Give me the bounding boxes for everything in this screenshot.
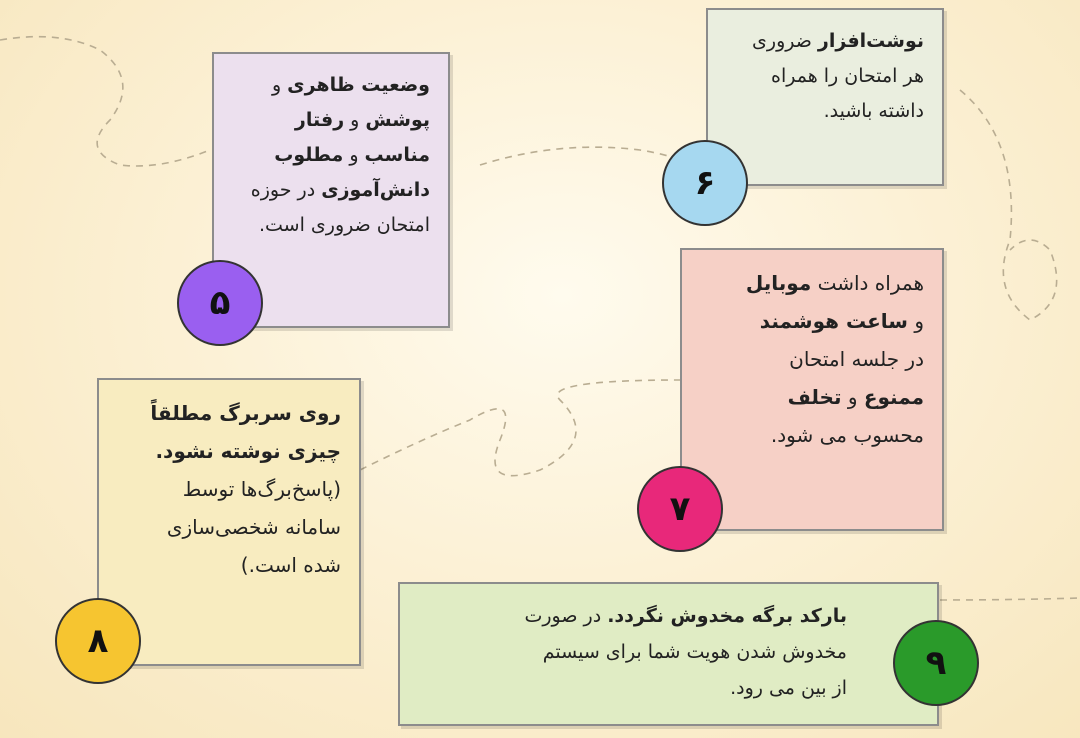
text: روی سربرگ مطلقاً (150, 401, 341, 425)
text: شده است.) (240, 553, 341, 577)
text: نوشت‌افزار (817, 30, 924, 52)
number-badge-8 (55, 598, 141, 684)
tip-box-7 (680, 248, 944, 531)
number: ۷ (669, 489, 691, 529)
text: محسوب می شود. (770, 423, 924, 447)
text: در صورت (524, 605, 608, 627)
number-badge-9 (893, 620, 979, 706)
number: ۹ (925, 643, 947, 683)
text: رفتار (294, 109, 345, 131)
text: مخدوش شدن هویت شما برای سیستم (542, 641, 847, 663)
tip-box-6 (706, 8, 944, 186)
text: بارکد برگه مخدوش نگردد. (607, 605, 847, 627)
text: و (841, 385, 864, 409)
text: و (907, 309, 924, 333)
text: در جلسه امتحان (789, 347, 924, 371)
text: وضعیت ظاهری (287, 74, 430, 96)
text: هر امتحان را همراه (771, 65, 924, 87)
text: و (344, 109, 366, 131)
text: و (343, 144, 365, 166)
number-badge-7 (637, 466, 723, 552)
text: امتحان ضروری است. (258, 214, 430, 236)
number-badge-6 (662, 140, 748, 226)
text: همراه داشت (811, 271, 924, 295)
number: ۵ (209, 283, 231, 323)
text: از بین می رود. (730, 677, 847, 699)
text: دانش‌آموزی (321, 179, 430, 201)
text: تخلف (787, 385, 842, 409)
text: سامانه شخصی‌سازی (166, 515, 341, 539)
text: مطلوب (274, 144, 344, 166)
text: ضروری (752, 30, 818, 52)
text: مناسب (364, 144, 430, 166)
text: داشته باشید. (823, 100, 924, 122)
text: پوشش (365, 109, 430, 131)
tip-box-9 (398, 582, 939, 726)
text: (پاسخ‌برگ‌ها توسط (182, 477, 341, 501)
text: موبایل (745, 271, 812, 295)
number: ۶ (694, 163, 716, 203)
text: ممنوع (863, 385, 924, 409)
text: در حوزه (250, 179, 322, 201)
text: چیزی نوشته نشود. (155, 439, 341, 463)
number-badge-5 (177, 260, 263, 346)
number: ۸ (87, 621, 109, 661)
text: ساعت هوشمند (759, 309, 908, 333)
text: و (271, 74, 288, 96)
